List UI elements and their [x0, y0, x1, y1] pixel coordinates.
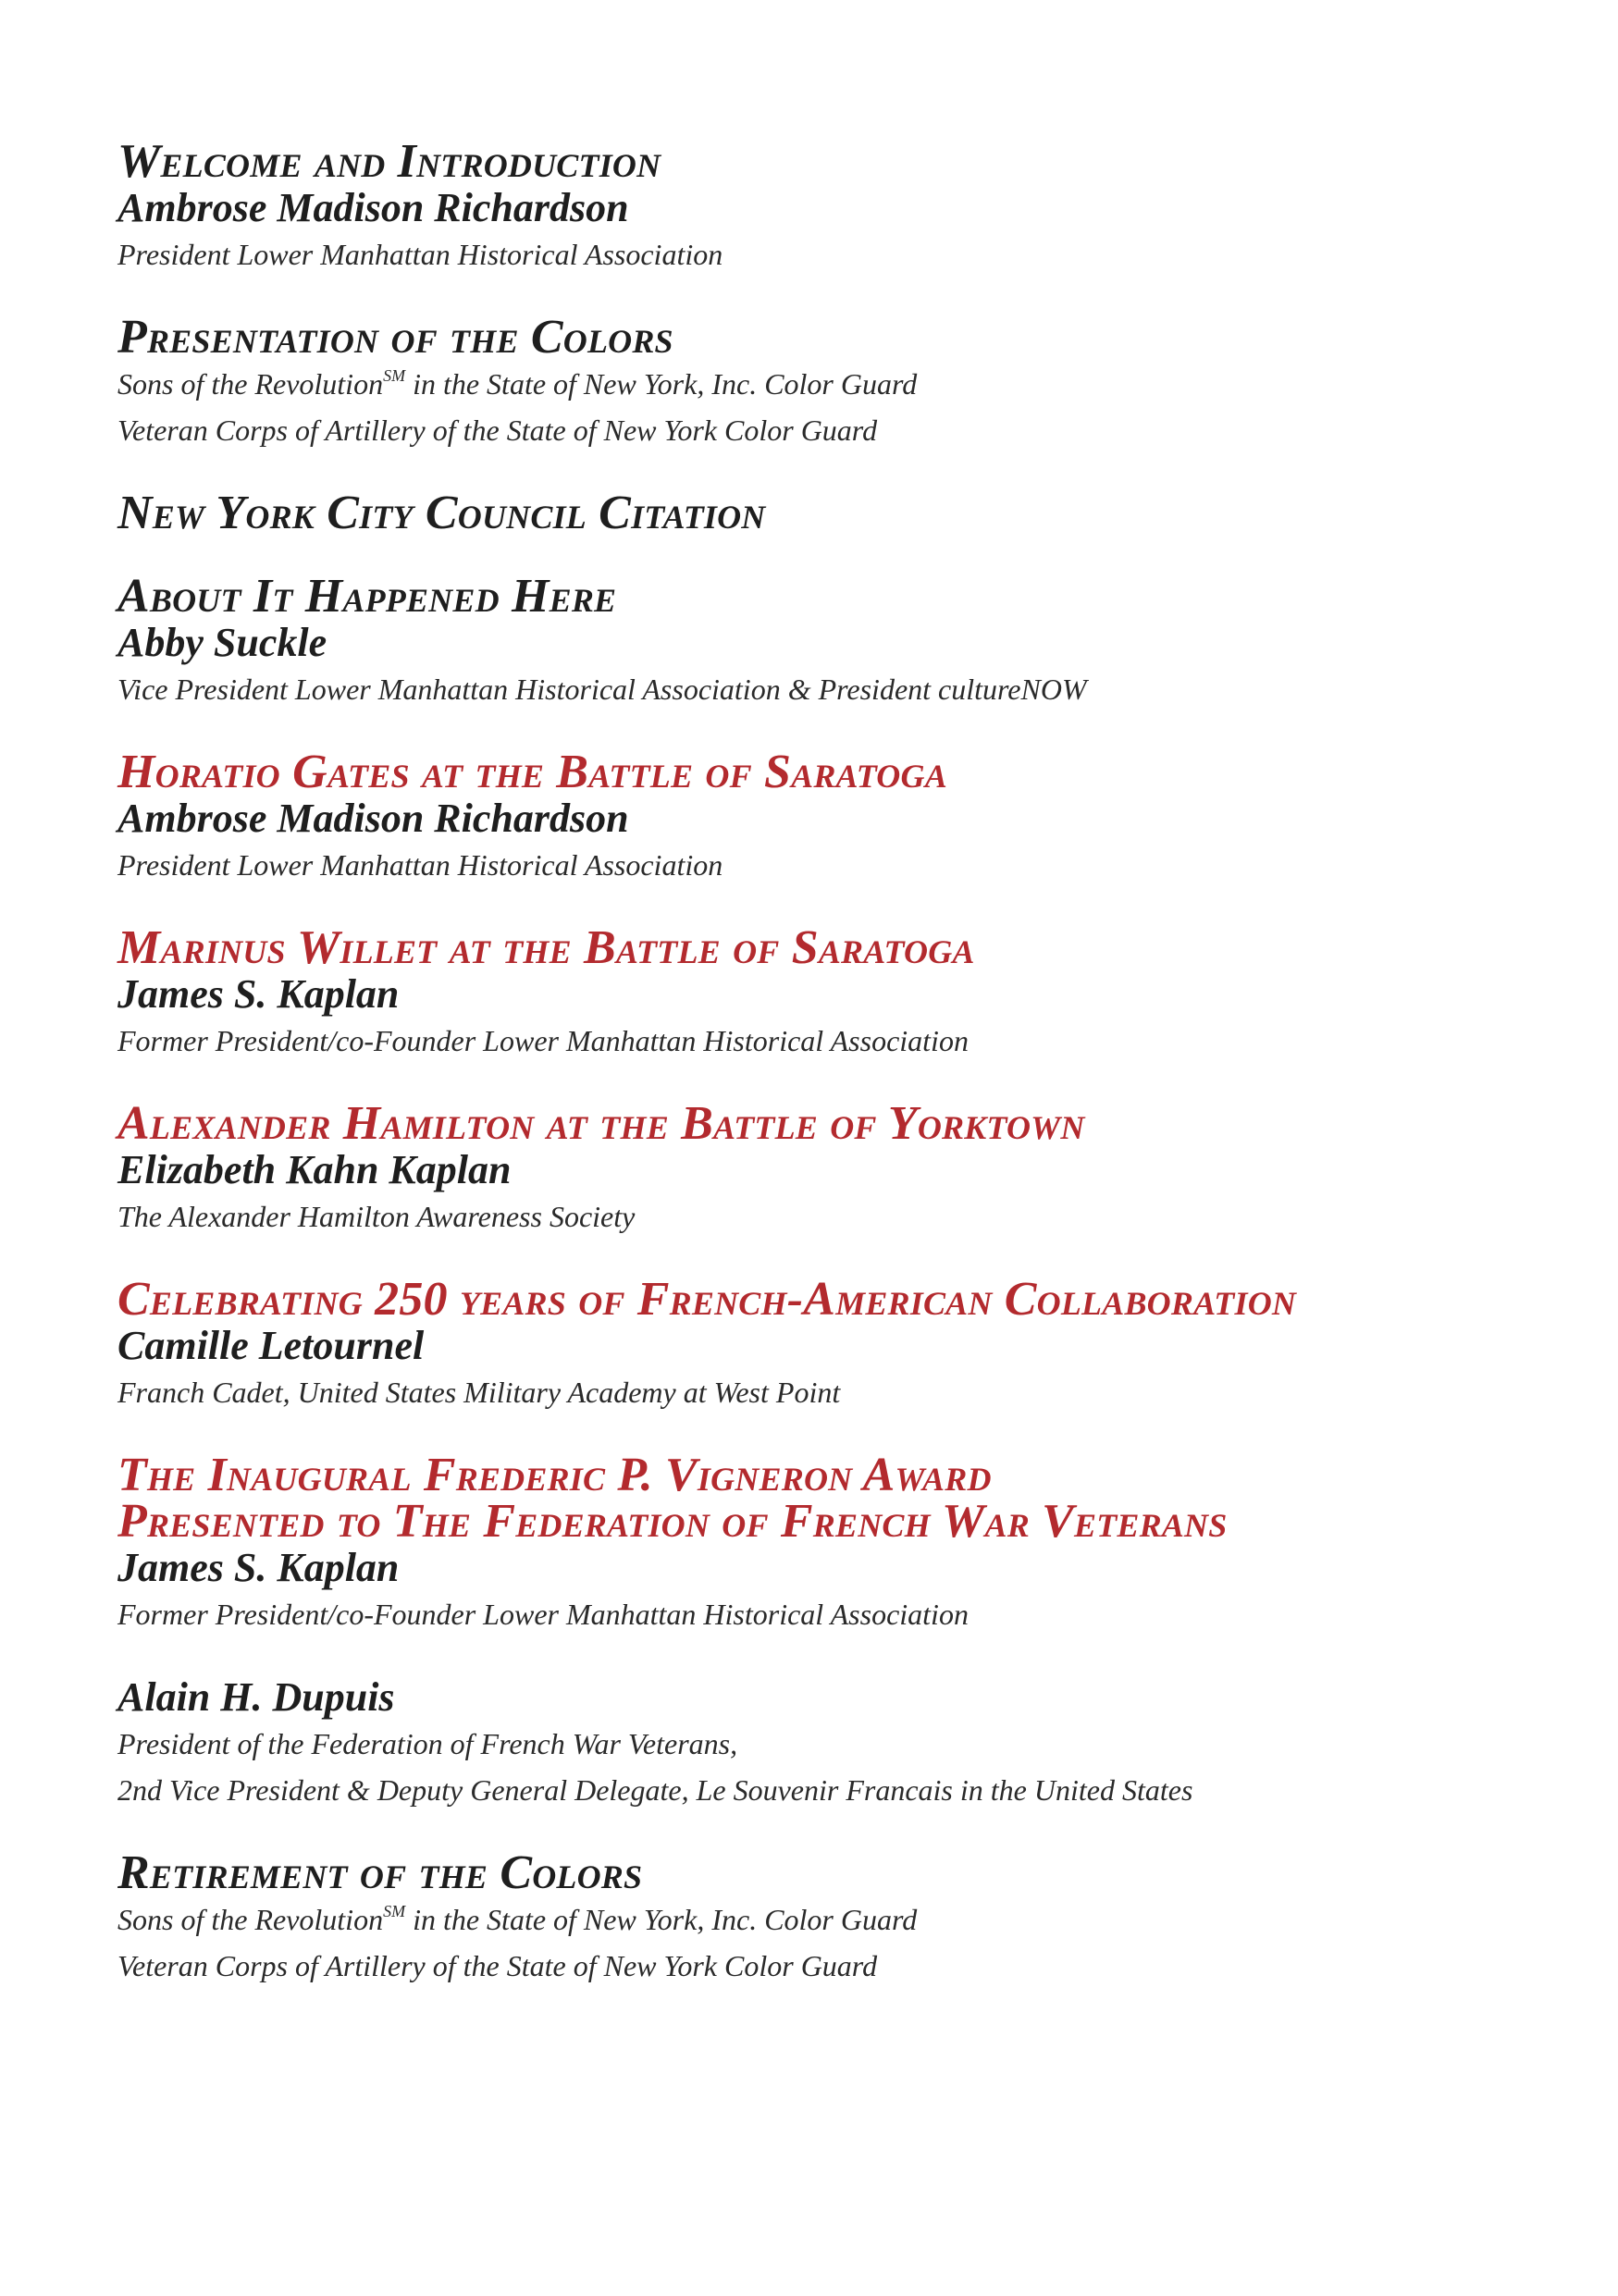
- section-council-citation: [117, 487, 1561, 539]
- speaker-name: Ambrose Madison Richardson: [117, 796, 629, 841]
- color-guard-suffix: in the State of New York, Inc. Color Guard: [405, 367, 918, 401]
- section-heading: Horatio Gates at the Battle of Saratoga: [117, 746, 947, 798]
- speaker-title: President Lower Manhattan Historical Association: [117, 848, 723, 882]
- section-heading: Alexander Hamilton at the Battle of Yorktown: [117, 1097, 1085, 1150]
- speaker-name: Camille Letournel: [117, 1323, 425, 1368]
- section-marinus-willet: [117, 921, 1561, 1064]
- section-presentation-of-colors: [117, 311, 1561, 453]
- section-dupuis: [117, 1674, 1561, 1813]
- section-heading: About It Happened Here: [117, 570, 617, 623]
- speaker-name: Ambrose Madison Richardson: [117, 185, 629, 230]
- speaker-title: Former President/co-Founder Lower Manhattan Historical Association: [117, 1598, 969, 1631]
- speaker-title: The Alexander Hamilton Awareness Society: [117, 1200, 636, 1233]
- section-heading-continued: Presented to The Federation of French War Veterans: [117, 1495, 1228, 1548]
- section-retirement-of-colors: [117, 1846, 1561, 1989]
- section-welcome: [117, 135, 1561, 278]
- speaker-title: President of the Federation of French War Veterans,: [117, 1727, 738, 1760]
- speaker-name: Abby Suckle: [117, 620, 327, 665]
- color-guard-suffix: in the State of New York, Inc. Color Guard: [405, 1903, 918, 1936]
- speaker-name: Elizabeth Kahn Kaplan: [117, 1147, 512, 1192]
- section-heading: Presentation of the Colors: [117, 311, 673, 364]
- speaker-title: President Lower Manhattan Historical Association: [117, 238, 723, 271]
- service-mark: SM: [383, 366, 406, 385]
- speaker-name: Alain H. Dupuis: [117, 1674, 395, 1720]
- section-about: [117, 570, 1561, 712]
- section-heading: Retirement of the Colors: [117, 1846, 643, 1899]
- color-guard-line: Veteran Corps of Artillery of the State of New York Color Guard: [117, 1949, 878, 1982]
- color-guard-line: [117, 361, 1561, 407]
- section-heading: New York City Council Citation: [117, 487, 766, 539]
- section-french-american: [117, 1273, 1561, 1415]
- speaker-name: James S. Kaplan: [117, 971, 400, 1017]
- speaker-title: Former President/co-Founder Lower Manhattan Historical Association: [117, 1024, 969, 1057]
- speaker-name: James S. Kaplan: [117, 1545, 400, 1590]
- program-list: [117, 135, 1561, 2026]
- section-heading: Celebrating 250 years of French-American Collaboration: [117, 1273, 1297, 1326]
- section-alexander-hamilton: [117, 1097, 1561, 1240]
- speaker-title: Franch Cadet, United States Military Academy at West Point: [117, 1376, 841, 1409]
- service-mark: SM: [383, 1902, 406, 1920]
- color-guard-name: Sons of the Revolution: [117, 1903, 384, 1936]
- color-guard-line: Veteran Corps of Artillery of the State of New York Color Guard: [117, 414, 878, 447]
- color-guard-name: Sons of the Revolution: [117, 367, 384, 401]
- section-heading: Welcome and Introduction: [117, 135, 661, 188]
- section-heading: Marinus Willet at the Battle of Saratoga: [117, 921, 975, 974]
- section-horatio-gates: [117, 746, 1561, 888]
- speaker-title: Vice President Lower Manhattan Historical Association & President cultureNOW: [117, 673, 1087, 706]
- color-guard-line: [117, 1896, 1561, 1943]
- section-vigneron-award: [117, 1449, 1561, 1637]
- section-heading: The Inaugural Frederic P. Vigneron Award: [117, 1449, 992, 1501]
- speaker-title: 2nd Vice President & Deputy General Delegate, Le Souvenir Francais in the United States: [117, 1773, 1193, 1807]
